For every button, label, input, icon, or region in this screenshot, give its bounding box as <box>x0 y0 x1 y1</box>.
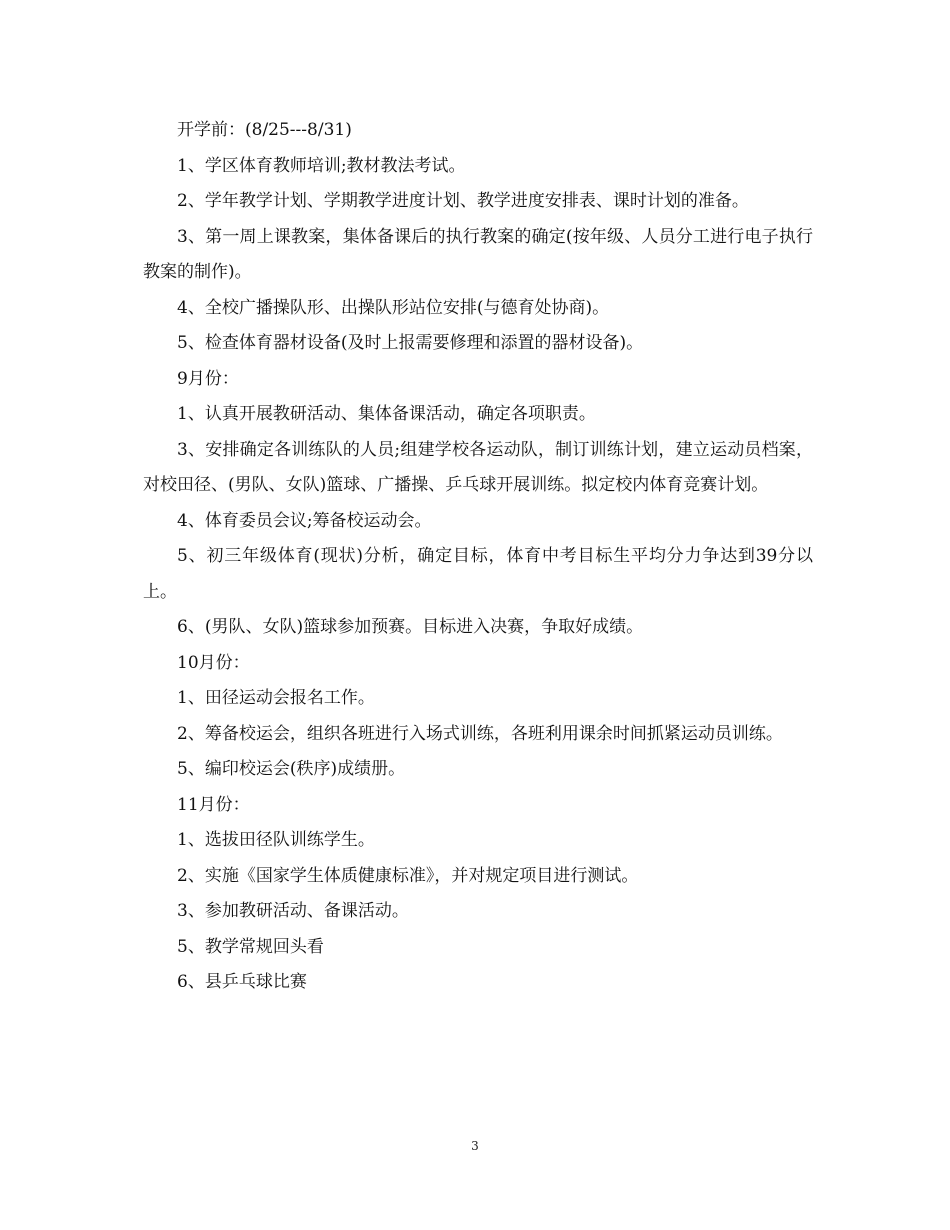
list-item: 2、学年教学计划、学期教学进度计划、教学进度安排表、课时计划的准备。 <box>177 191 749 211</box>
list-item: 5、检查体育器材设备(及时上报需要修理和添置的器材设备)。 <box>177 333 644 353</box>
list-item: 2、实施《国家学生体质健康标准》，并对规定项目进行测试。 <box>177 865 639 886</box>
list-item: 5、初三年级体育(现状)分析，确定目标，体育中考目标生平均分力争达到39分以上。 <box>143 546 813 602</box>
section-heading-september: 9月份： <box>177 368 239 389</box>
section-heading-october: 10月份： <box>177 652 250 673</box>
list-item: 1、认真开展教研活动、集体备课活动，确定各项职责。 <box>177 404 596 424</box>
list-item: 1、选拔田径队训练学生。 <box>177 830 375 850</box>
list-item: 1、田径运动会报名工作。 <box>177 688 375 708</box>
list-item: 5、教学常规回头看 <box>177 936 324 957</box>
list-item: 3、参加教研活动、备课活动。 <box>177 901 409 921</box>
document-body <box>143 113 813 1001</box>
list-item: 4、全校广播操队形、出操队形站位安排(与德育处协商)。 <box>177 297 610 318</box>
section-heading-november: 11月份： <box>177 794 250 815</box>
list-item: 3、安排确定各训练队的人员;组建学校各运动队，制订训练计划，建立运动员档案，对校田径、(男队、女队)篮球、广播操、乒乓球开展训练。拟定校内体育竞赛计划。 <box>143 439 813 495</box>
list-item: 5、编印校运会(秩序)成绩册。 <box>177 759 406 779</box>
list-item: 2、筹备校运会，组织各班进行入场式训练，各班利用课余时间抓紧运动员训练。 <box>177 723 783 744</box>
page-number: 3 <box>471 1139 479 1153</box>
list-item: 6、县乒乓球比赛 <box>177 972 307 992</box>
list-item: 4、体育委员会议;筹备校运动会。 <box>177 510 432 531</box>
list-item: 3、第一周上课教案，集体备课后的执行教案的确定(按年级、人员分工进行电子执行教案的制作)。 <box>143 226 813 282</box>
list-item: 1、学区体育教师培训;教材教法考试。 <box>177 155 466 176</box>
list-item: 6、(男队、女队)篮球参加预赛。目标进入决赛，争取好成绩。 <box>177 617 644 637</box>
section-heading-before-term: 开学前：(8/25---8/31) <box>177 120 352 140</box>
